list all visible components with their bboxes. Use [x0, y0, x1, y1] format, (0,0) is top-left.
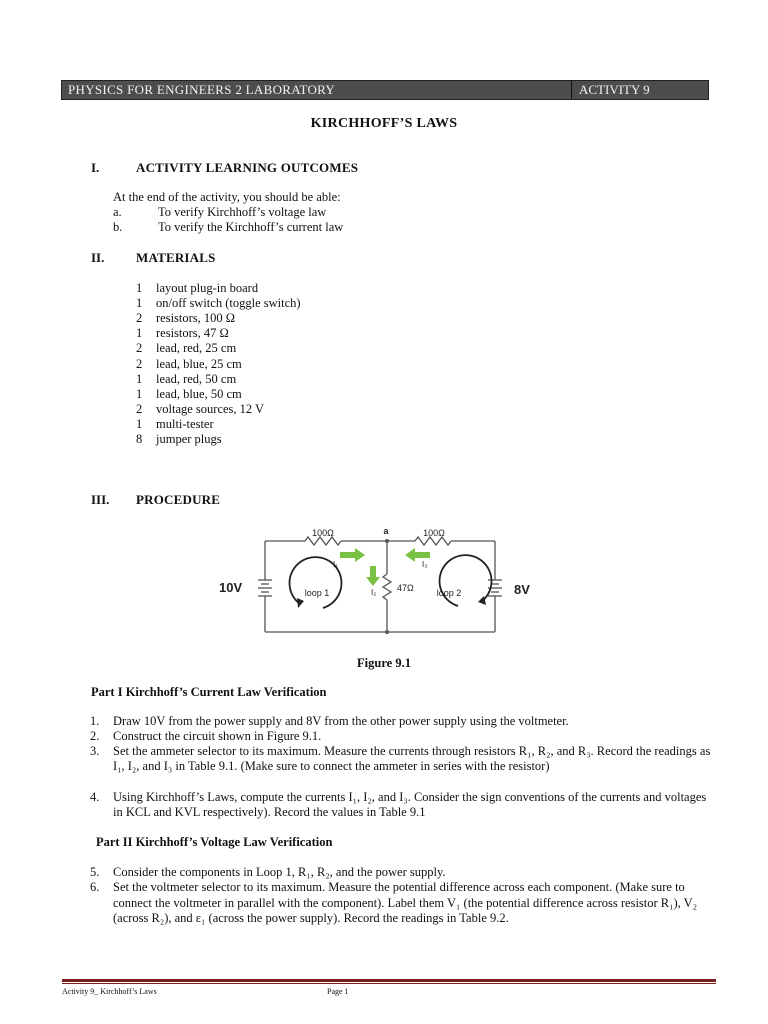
resistor-r1	[305, 537, 341, 545]
label-r2: 47Ω	[397, 583, 414, 593]
step-text: Consider the components in Loop 1, R₁, R₂, and the power supply.	[113, 865, 446, 879]
material-qty: 1	[136, 371, 143, 386]
outcomes-intro: At the end of the activity, you should be able:	[113, 190, 341, 204]
resistor-r3	[415, 537, 451, 545]
material-qty: 1	[136, 281, 143, 295]
loop-1-arrowhead	[297, 598, 304, 608]
label-node-a: a	[383, 526, 389, 536]
section-title-outcomes: ACTIVITY LEARNING OUTCOMES	[136, 160, 359, 175]
material-qty: 2	[136, 311, 143, 326]
material-item	[136, 326, 229, 341]
label-loop-2: loop 2	[436, 588, 462, 598]
resistor-r2	[383, 574, 391, 600]
outcome-item	[113, 220, 343, 235]
footer-activity: Activity 9_ Kirchhoff’s Laws	[62, 987, 157, 996]
material-text: on/off switch (toggle switch)	[156, 296, 301, 311]
label-i3: I₃	[422, 560, 428, 569]
material-text: voltage sources, 12 V	[156, 401, 265, 416]
label-r1: 100Ω	[312, 528, 334, 538]
footer-page-number: Page 1	[327, 987, 349, 996]
step-text: Draw 10V from the power supply and 8V from the other power supply using the voltmeter.	[113, 714, 569, 728]
material-item	[136, 281, 258, 296]
material-text: lead, blue, 25 cm	[156, 356, 242, 371]
step-text: Set the voltmeter selector to its maximum. Measure the potential difference across each component. (Make sure to connect the voltmeter in parallel with the component). Label them V₁ (the potential difference across resistor R₁), V₂ (across R₂), and ε₁ (across the power supply). Record the readings in Table 9.2.	[113, 880, 698, 925]
step-number: 1.	[90, 714, 100, 728]
material-text: lead, red, 50 cm	[156, 371, 237, 386]
section-number-procedure: III.	[91, 492, 110, 507]
material-item	[136, 387, 242, 402]
material-item	[136, 296, 301, 311]
section-number-outcomes: I.	[91, 160, 100, 175]
material-text: lead, blue, 50 cm	[156, 386, 242, 401]
material-item	[136, 357, 242, 372]
label-voltage-right: 8V	[514, 582, 530, 597]
material-text: resistors, 100 Ω	[156, 311, 236, 326]
label-voltage-left: 10V	[219, 580, 243, 595]
step-text: Construct the circuit shown in Figure 9.1.	[113, 729, 322, 743]
part-2-title: Part II Kirchhoff’s Voltage Law Verification	[96, 835, 333, 849]
footer-rule	[62, 979, 716, 982]
section-title-materials: MATERIALS	[136, 250, 216, 265]
material-item	[136, 432, 222, 447]
material-qty: 2	[136, 356, 143, 371]
course-title: PHYSICS FOR ENGINEERS 2 LABORATORY	[62, 81, 572, 99]
material-text: jumper plugs	[156, 432, 222, 446]
node-dot	[385, 539, 389, 543]
label-r3: 100Ω	[423, 528, 445, 538]
step-number: 5.	[90, 865, 100, 879]
material-qty: 1	[136, 296, 143, 311]
step-number: 6.	[90, 880, 100, 894]
current-arrow-i1	[340, 548, 365, 562]
node-dot	[385, 630, 389, 634]
material-text: lead, red, 25 cm	[156, 341, 237, 356]
material-item	[136, 372, 236, 387]
label-loop-1: loop 1	[304, 588, 330, 598]
step-number: 4.	[90, 790, 100, 804]
material-item	[136, 417, 214, 432]
step-text: Set the ammeter selector to its maximum. Measure the currents through resistors R₁, R₂, and R₃. Record the readings as I₁, I₂, and I₃ in Table 9.1. (Make sure to connect the ammeter in series with the resistor)	[113, 744, 711, 773]
material-qty: 1	[136, 416, 143, 431]
step-number: 3.	[90, 744, 100, 758]
material-qty: 2	[136, 401, 143, 416]
material-item	[136, 341, 236, 356]
current-arrow-i2	[366, 566, 380, 586]
footer-rule	[62, 983, 716, 984]
outcome-text: To verify the Kirchhoff’s current law	[158, 220, 344, 234]
section-number-materials: II.	[91, 250, 105, 265]
material-text: layout plug-in board	[156, 281, 259, 295]
step-number: 2.	[90, 729, 100, 743]
outcome-item	[113, 205, 326, 220]
material-item	[136, 311, 235, 326]
circuit-diagram	[205, 522, 535, 640]
material-qty: 1	[136, 386, 143, 401]
outcome-marker: a.	[113, 205, 122, 219]
material-text: multi-tester	[156, 416, 214, 431]
material-qty: 8	[136, 432, 143, 446]
material-text: resistors, 47 Ω	[156, 326, 229, 341]
page-title: KIRCHHOFF’S LAWS	[310, 116, 458, 131]
material-qty: 1	[136, 326, 143, 341]
material-qty: 2	[136, 341, 143, 356]
label-i2: I₂	[371, 588, 377, 597]
material-item	[136, 402, 264, 417]
activity-label: ACTIVITY 9	[579, 82, 650, 97]
outcome-marker: b.	[113, 220, 123, 234]
part-1-title: Part I Kirchhoff’s Current Law Verification	[91, 685, 327, 699]
step-text: Using Kirchhoff’s Laws, compute the currents I₁, I₂, and I₃. Consider the sign conventions of the currents and voltages in KCL and KVL respectively). Record the values in Table 9.1	[113, 790, 707, 819]
header-bar	[61, 80, 709, 100]
label-i1: I₁	[333, 560, 338, 569]
outcome-text: To verify Kirchhoff’s voltage law	[158, 205, 327, 219]
section-title-procedure: PROCEDURE	[136, 492, 221, 507]
figure-caption: Figure 9.1	[357, 656, 411, 670]
